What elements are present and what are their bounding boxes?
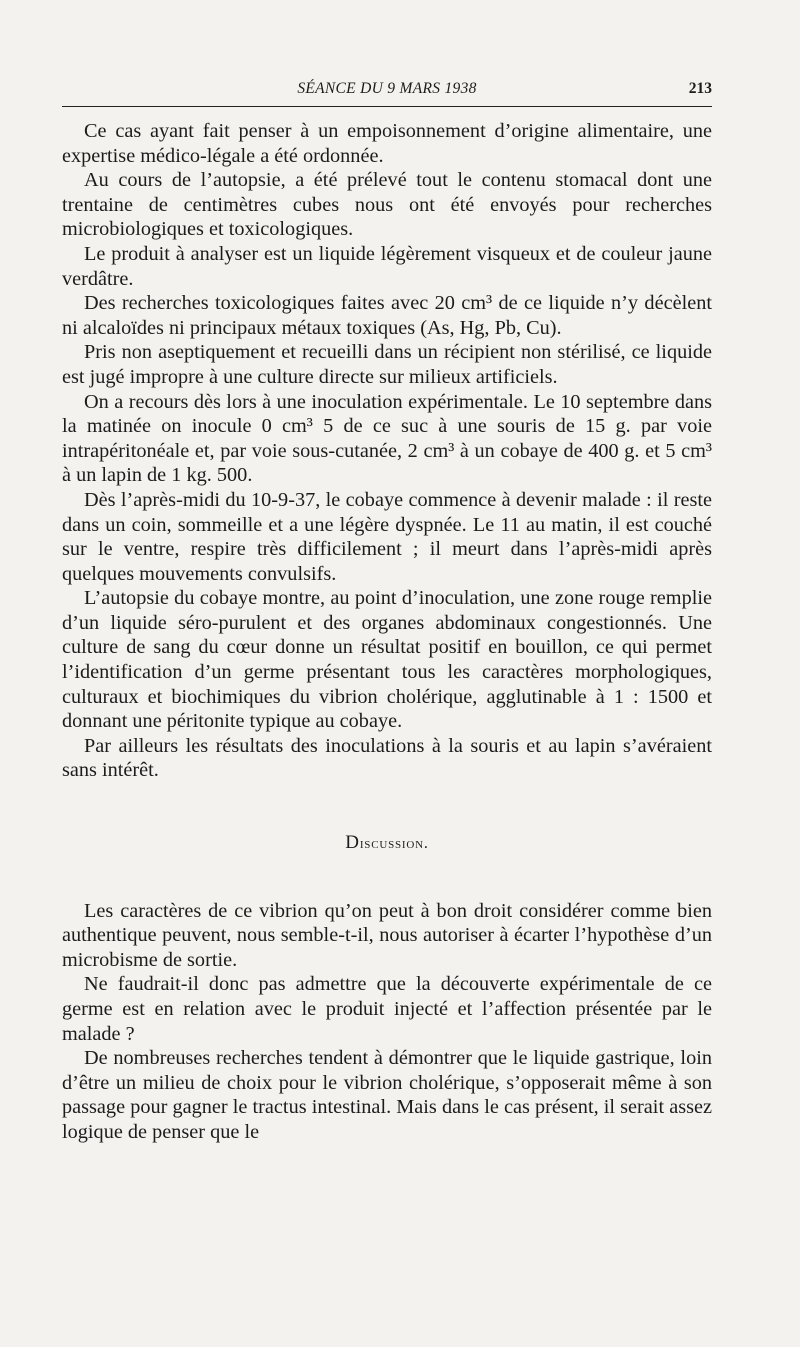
- section-heading-rest: iscussion.: [359, 835, 429, 853]
- paragraph: Pris non aseptiquement et recueilli dans un récipient non stérilisé, ce liquide est jugé impropre à une culture directe sur milieux artificiels.: [62, 341, 712, 388]
- paragraph: De nombreuses recherches tendent à démontrer que le liquide gastrique, loin d’être un milieu de choix pour le vibrion cholérique, s’opposerait même à son passage pour gagner le tractus intestinal. Mais dans le cas présent, il serait assez logique de penser que le: [62, 1047, 712, 1143]
- section-heading-initial: D: [345, 832, 360, 854]
- paragraph: On a recours dès lors à une inoculation expérimentale. Le 10 septembre dans la matinée on inocule 0 cm³ 5 de ce suc à une souris de 15 g. par voie intrapéritonéale et, par voie sous-cutanée, 2 cm³ à un cobaye de 400 g. et 5 cm³ à un lapin de 1 kg. 500.: [62, 390, 712, 487]
- page: [62, 78, 712, 1145]
- paragraph: Au cours de l’autopsie, a été prélevé tout le contenu stomacal dont une trentaine de centimètres cubes nous ont été envoyés pour recherches microbiologiques et toxicologiques.: [62, 169, 712, 241]
- page-number: 213: [688, 80, 712, 97]
- paragraph: Les caractères de ce vibrion qu’on peut à bon droit considérer comme bien authentique peuvent, nous semble-t-il, nous autoriser à écarter l’hypothèse d’un microbisme de sortie.: [62, 899, 712, 971]
- section-heading: [62, 831, 712, 857]
- paragraph: Le produit à analyser est un liquide légèrement visqueux et de couleur jaune verdâtre.: [62, 242, 712, 290]
- paragraph: Par ailleurs les résultats des inoculations à la souris et au lapin s’avéraient sans intérêt.: [62, 734, 712, 782]
- paragraph: Ne faudrait-il donc pas admettre que la découverte expérimentale de ce germe est en relation avec le produit injecté et l’affection présentée par le malade ?: [62, 973, 712, 1045]
- running-title: SÉANCE DU 9 MARS 1938: [297, 80, 477, 97]
- article-body: [62, 119, 712, 1145]
- running-head: [62, 78, 712, 102]
- paragraph: Des recherches toxicologiques faites avec 20 cm³ de ce liquide n’y décèlent ni alcaloïdes ni principaux métaux toxiques (As, Hg, Pb, Cu).: [62, 292, 712, 339]
- paragraph: Ce cas ayant fait penser à un empoisonnement d’origine alimentaire, une expertise médico-légale a été ordonnée.: [62, 120, 712, 167]
- paragraph: Dès l’après-midi du 10-9-37, le cobaye commence à devenir malade : il reste dans un coin, sommeille et a une légère dyspnée. Le 11 au matin, il est couché sur le ventre, respire très difficilement ; il meurt dans l’après-midi après quelques mouvements convulsifs.: [62, 488, 712, 585]
- paragraph: L’autopsie du cobaye montre, au point d’inoculation, une zone rouge remplie d’un liquide séro-purulent et des organes abdominaux congestionnés. Une culture de sang du cœur donne un résultat positif en bouillon, ce qui permet l’identification d’un germe présentant tous les caractères morphologiques, culturaux et biochimiques du vibrion cholérique, agglutinable à 1 : 1500 et donnant une péritonite typique au cobaye.: [62, 587, 712, 733]
- header-rule: [62, 106, 712, 107]
